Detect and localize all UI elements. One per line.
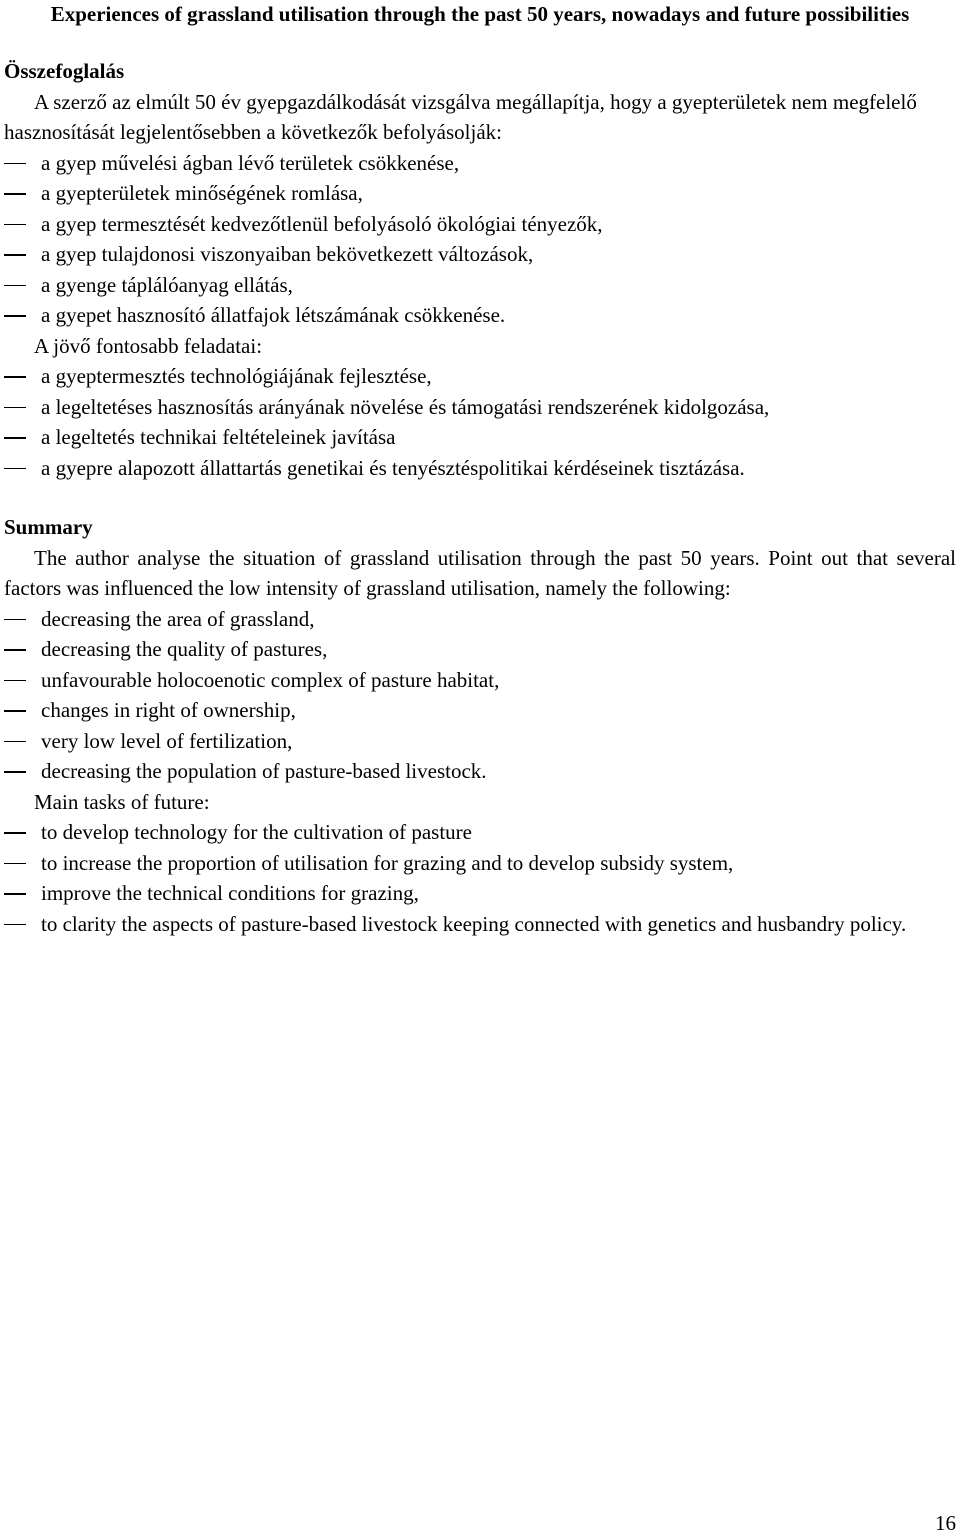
hungarian-intro: A szerző az elmúlt 50 év gyepgazdálkodását vizsgálva megállapítja, hogy a gyepterületek nem megfelelő hasznosítását legjelentősebben a következők befolyásolják: [4,89,917,144]
dash-bullet-icon [4,741,26,743]
list-item-text: to increase the proportion of utilisation for grazing and to develop subsidy system, [41,850,734,875]
dash-bullet-icon [4,924,26,926]
list-item-text: decreasing the quality of pastures, [41,637,328,661]
list-item [4,909,956,940]
list-item-text: to clarity the aspects of pasture-based livestock keeping connected with genetics and husbandry policy. [41,911,907,936]
list-item [4,270,956,301]
dash-bullet-icon [4,254,26,256]
list-item [4,209,956,240]
dash-bullet-icon [4,863,26,865]
list-item-text: unfavourable holocoenotic complex of pasture habitat, [41,667,500,692]
list-item [4,634,956,665]
dash-bullet-icon [4,437,26,439]
dash-bullet-icon [4,285,26,287]
list-item [4,665,956,696]
list-item-text: very low level of fertilization, [41,728,293,753]
dash-bullet-icon [4,771,26,773]
dash-bullet-icon [4,224,26,226]
list-item [4,756,956,787]
list-item [4,178,956,209]
list-item [4,361,956,392]
hungarian-abstract [4,56,956,483]
dash-bullet-icon [4,710,26,712]
english-factors-list [4,604,956,787]
list-item-text: a legeltetéses hasznosítás arányának növelése és támogatási rendszerének kidolgozása, [41,394,770,419]
list-item [4,453,956,484]
list-item-text: a gyeptermesztés technológiájának fejlesztése, [41,364,432,388]
list-item-text: decreasing the population of pasture-based livestock. [41,759,487,783]
dash-bullet-icon [4,407,26,409]
list-item-text: a legeltetés technikai feltételeinek javítása [41,425,396,449]
document-page [4,0,956,939]
list-item-text: decreasing the area of grassland, [41,606,315,631]
english-intro: The author analyse the situation of grassland utilisation through the past 50 years. Point out that several factors was influenced the low intensity of grassland utilisation, namely the following: [4,545,956,600]
list-item [4,817,956,848]
list-item [4,878,956,909]
list-item-text: a gyepre alapozott állattartás genetikai és tenyésztéspolitikai kérdéseinek tisztázása. [41,455,745,480]
list-item-text: to develop technology for the cultivation of pasture [41,820,472,844]
dash-bullet-icon [4,680,26,682]
dash-bullet-icon [4,163,26,165]
english-future-list [4,817,956,939]
dash-bullet-icon [4,193,26,195]
dash-bullet-icon [4,893,26,895]
list-item [4,848,956,879]
list-item [4,422,956,453]
list-item-text: improve the technical conditions for grazing, [41,881,419,905]
list-item [4,726,956,757]
dash-bullet-icon [4,376,26,378]
dash-bullet-icon [4,468,26,470]
list-item-text: a gyepet hasznosító állatfajok létszámának csökkenése. [41,303,506,327]
hungarian-factors-list [4,148,956,331]
list-item [4,300,956,331]
english-heading: Summary [4,515,93,539]
dash-bullet-icon [4,315,26,317]
list-item [4,148,956,179]
hungarian-future-list [4,361,956,483]
list-item-text: a gyep tulajdonosi viszonyaiban bekövetkezett változások, [41,242,534,266]
list-item [4,604,956,635]
paper-title: Experiences of grassland utilisation through the past 50 years, nowadays and future possibilities [50,2,910,26]
list-item-text: changes in right of ownership, [41,698,296,722]
dash-bullet-icon [4,649,26,651]
english-future-intro: Main tasks of future: [34,789,210,814]
english-summary [4,512,956,939]
list-item-text: a gyenge táplálóanyag ellátás, [41,272,293,297]
dash-bullet-icon [4,832,26,834]
list-item-text: a gyep művelési ágban lévő területek csökkenése, [41,150,460,175]
list-item-text: a gyepterületek minőségének romlása, [41,181,363,205]
list-item [4,695,956,726]
list-item [4,392,956,423]
page-number: 16 [935,1511,956,1535]
hungarian-future-intro: A jövő fontosabb feladatai: [34,333,263,358]
hungarian-heading: Összefoglalás [4,59,125,83]
dash-bullet-icon [4,619,26,621]
list-item [4,239,956,270]
list-item-text: a gyep termesztését kedvezőtlenül befolyásoló ökológiai tényezők, [41,211,603,236]
